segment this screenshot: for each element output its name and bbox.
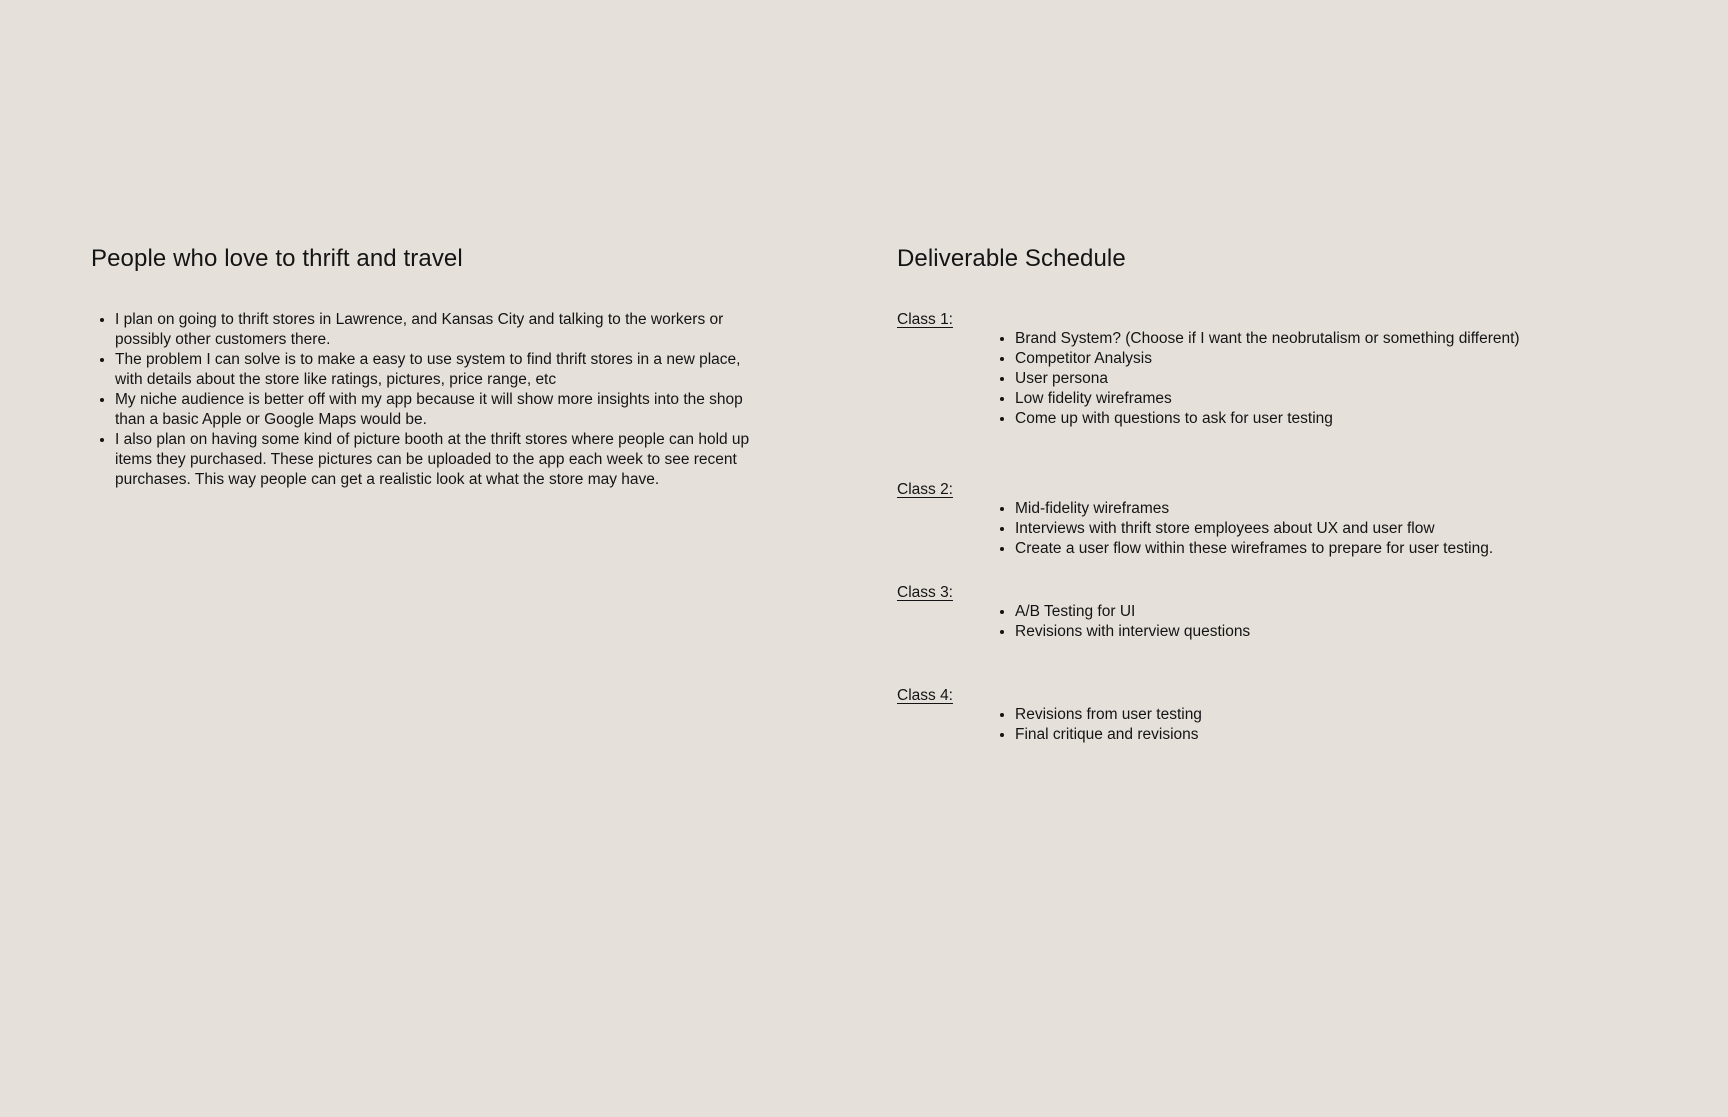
list-item: • Create a user flow within these wireframes to prepare for user testing.: [1015, 539, 1597, 559]
list-item: • User persona: [1015, 369, 1597, 389]
list-item: • Come up with questions to ask for user testing: [1015, 409, 1597, 429]
list-item: • I plan on going to thrift stores in Lawrence, and Kansas City and talking to the workers or possibly other customers there.: [115, 310, 751, 350]
list-item: • My niche audience is better off with my app because it will show more insights into the shop than a basic Apple or Google Maps would be.: [115, 390, 751, 430]
left-panel: [91, 244, 751, 490]
class-2-block: [897, 480, 1597, 559]
list-item: • Mid-fidelity wireframes: [1015, 499, 1597, 519]
list-item: • Brand System? (Choose if I want the neobrutalism or something different): [1015, 329, 1597, 349]
list-item: • Revisions with interview questions: [1015, 622, 1597, 642]
class-2-label: Class 2:: [897, 481, 953, 498]
list-item: • The problem I can solve is to make a easy to use system to find thrift stores in a new place, with details about the store like ratings, pictures, price range, etc: [115, 350, 751, 390]
list-item: • I also plan on having some kind of picture booth at the thrift stores where people can hold up items they purchased. These pictures can be uploaded to the app each week to see recent purchases. This way people can get a realistic look at what the store may have.: [115, 430, 751, 490]
class-1-list: [991, 329, 1597, 429]
list-item: • Low fidelity wireframes: [1015, 389, 1597, 409]
list-item: • Competitor Analysis: [1015, 349, 1597, 369]
right-panel: [897, 244, 1597, 743]
class-4-list: [991, 705, 1597, 745]
class-3-label: Class 3:: [897, 584, 953, 601]
class-3-block: [897, 583, 1597, 642]
list-item: • A/B Testing for UI: [1015, 602, 1597, 622]
class-4-label: Class 4:: [897, 687, 953, 704]
list-item: • Interviews with thrift store employees about UX and user flow: [1015, 519, 1597, 539]
left-bullet-list: [91, 310, 751, 490]
class-1-label: Class 1:: [897, 311, 953, 328]
class-2-list: [991, 499, 1597, 559]
right-heading: Deliverable Schedule: [897, 245, 1126, 272]
class-3-list: [991, 602, 1597, 642]
list-item: • Revisions from user testing: [1015, 705, 1597, 725]
list-item: • Final critique and revisions: [1015, 725, 1597, 745]
class-4-block: [897, 686, 1597, 745]
class-1-block: [897, 310, 1597, 429]
left-heading: People who love to thrift and travel: [91, 245, 463, 272]
